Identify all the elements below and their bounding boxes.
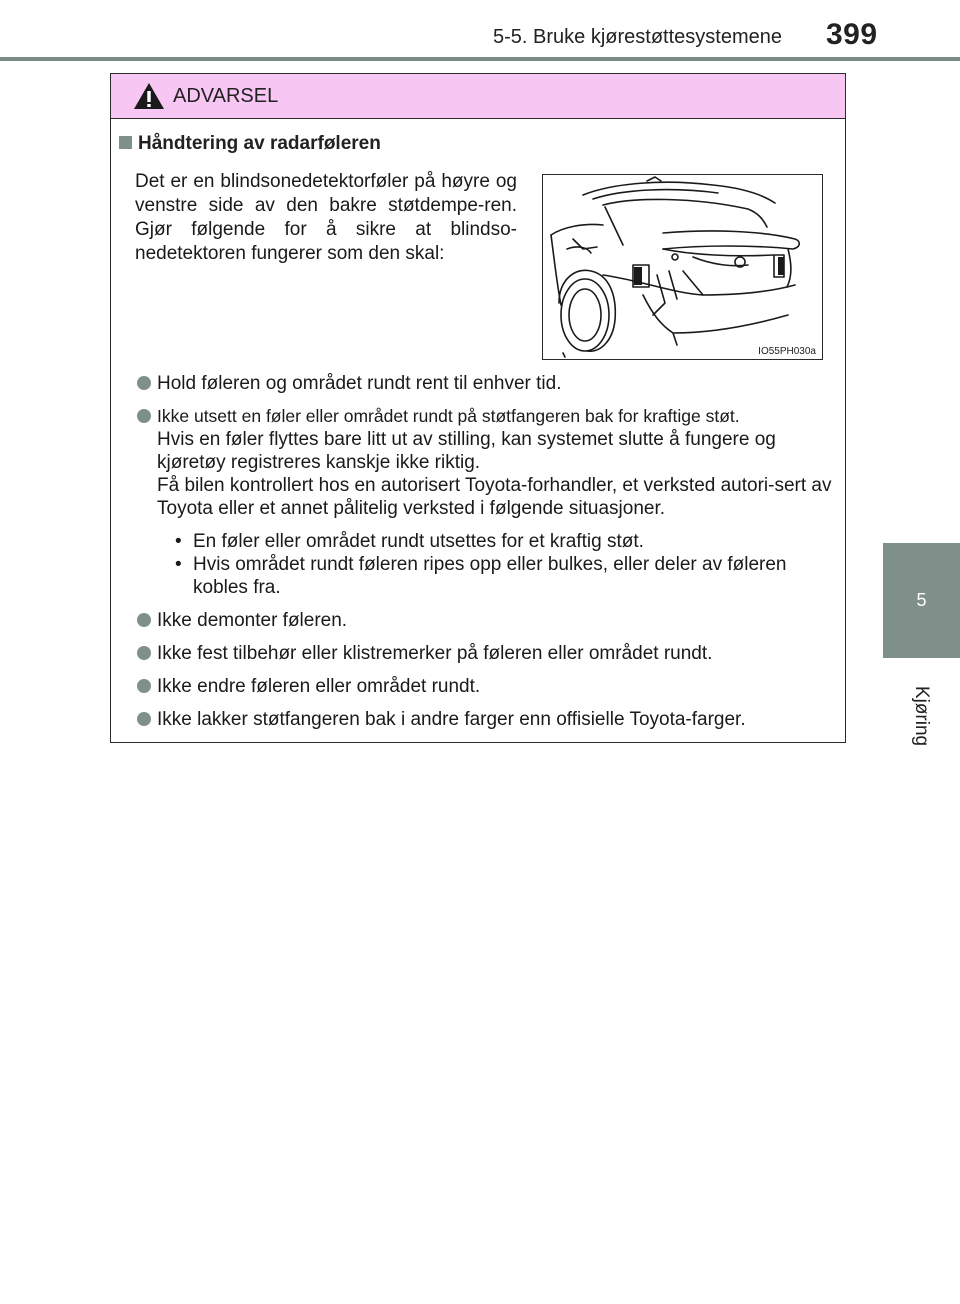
chapter-side-tab bbox=[883, 543, 960, 783]
sub-list-item: • Hvis området rundt føleren ripes opp eller bulkes, eller deler av føleren kobles fra. bbox=[175, 554, 787, 598]
bullet-list bbox=[137, 372, 842, 741]
list-item bbox=[137, 405, 842, 599]
circle-bullet-icon bbox=[137, 409, 151, 423]
chapter-label-text: Kjøring bbox=[911, 685, 933, 746]
list-item bbox=[137, 642, 842, 665]
warning-box bbox=[110, 73, 846, 743]
page-number: 399 bbox=[826, 18, 878, 51]
list-item bbox=[137, 708, 842, 731]
list-item-text-continued: Hvis en føler flyttes bare litt ut av stilling, kan systemet slutte å fungere og kjøretøy registreres kanskje ikke riktig. bbox=[157, 429, 776, 473]
list-item-text: Hold føleren og området rundt rent til enhver tid. bbox=[157, 373, 562, 394]
warning-triangle-icon bbox=[133, 82, 165, 110]
square-bullet-icon bbox=[119, 136, 132, 149]
header-divider bbox=[0, 57, 960, 61]
circle-bullet-icon bbox=[137, 376, 151, 390]
list-item-text: Ikke demonter føleren. bbox=[157, 610, 348, 631]
circle-bullet-icon bbox=[137, 712, 151, 726]
list-item-text: Ikke utsett en føler eller området rundt på støtfangeren bak for kraftige støt. bbox=[157, 406, 740, 426]
chapter-label bbox=[883, 658, 960, 773]
circle-bullet-icon bbox=[137, 646, 151, 660]
list-item-text: Ikke fest tilbehør eller klistremerker på føleren eller området rundt. bbox=[157, 643, 713, 664]
sub-list-item-text: En føler eller området rundt utsettes for et kraftig støt. bbox=[193, 531, 644, 552]
list-item-text: Ikke lakker støtfangeren bak i andre farger enn offisielle Toyota-farger. bbox=[157, 709, 746, 730]
warning-header bbox=[111, 74, 845, 119]
chapter-number: 5 bbox=[883, 543, 960, 658]
section-title: 5-5. Bruke kjørestøttesystemene bbox=[493, 26, 782, 48]
list-item-text-continued: Få bilen kontrollert hos en autorisert Toyota-forhandler, et verksted autori-sert av Toyota eller et annet pålitelig verksted i følgende situasjoner. bbox=[157, 475, 832, 519]
warning-title: ADVARSEL bbox=[173, 85, 279, 107]
car-rear-illustration bbox=[542, 174, 823, 360]
figure-code: IO55PH030a bbox=[758, 346, 816, 357]
circle-bullet-icon bbox=[137, 679, 151, 693]
list-item bbox=[137, 675, 842, 698]
subheading-text: Håndtering av radarføleren bbox=[138, 133, 381, 154]
list-item-text: Ikke endre føleren eller området rundt. bbox=[157, 676, 481, 697]
list-item bbox=[137, 372, 842, 395]
sub-list-item: • En føler eller området rundt utsettes for et kraftig støt. bbox=[175, 531, 644, 552]
circle-bullet-icon bbox=[137, 613, 151, 627]
car-rear-drawing bbox=[543, 175, 821, 358]
list-item bbox=[137, 609, 842, 632]
intro-paragraph: Det er en blindsonedetektorføler på høyre og venstre side av den bakre støtdempe-ren. Gjør følgende for å sikre at blindso-nedetektoren fungerer som den skal: bbox=[135, 171, 517, 264]
subheading bbox=[119, 133, 381, 155]
sub-list-item-text: Hvis området rundt føleren ripes opp eller bulkes, eller deler av føleren kobles fra. bbox=[193, 554, 787, 598]
